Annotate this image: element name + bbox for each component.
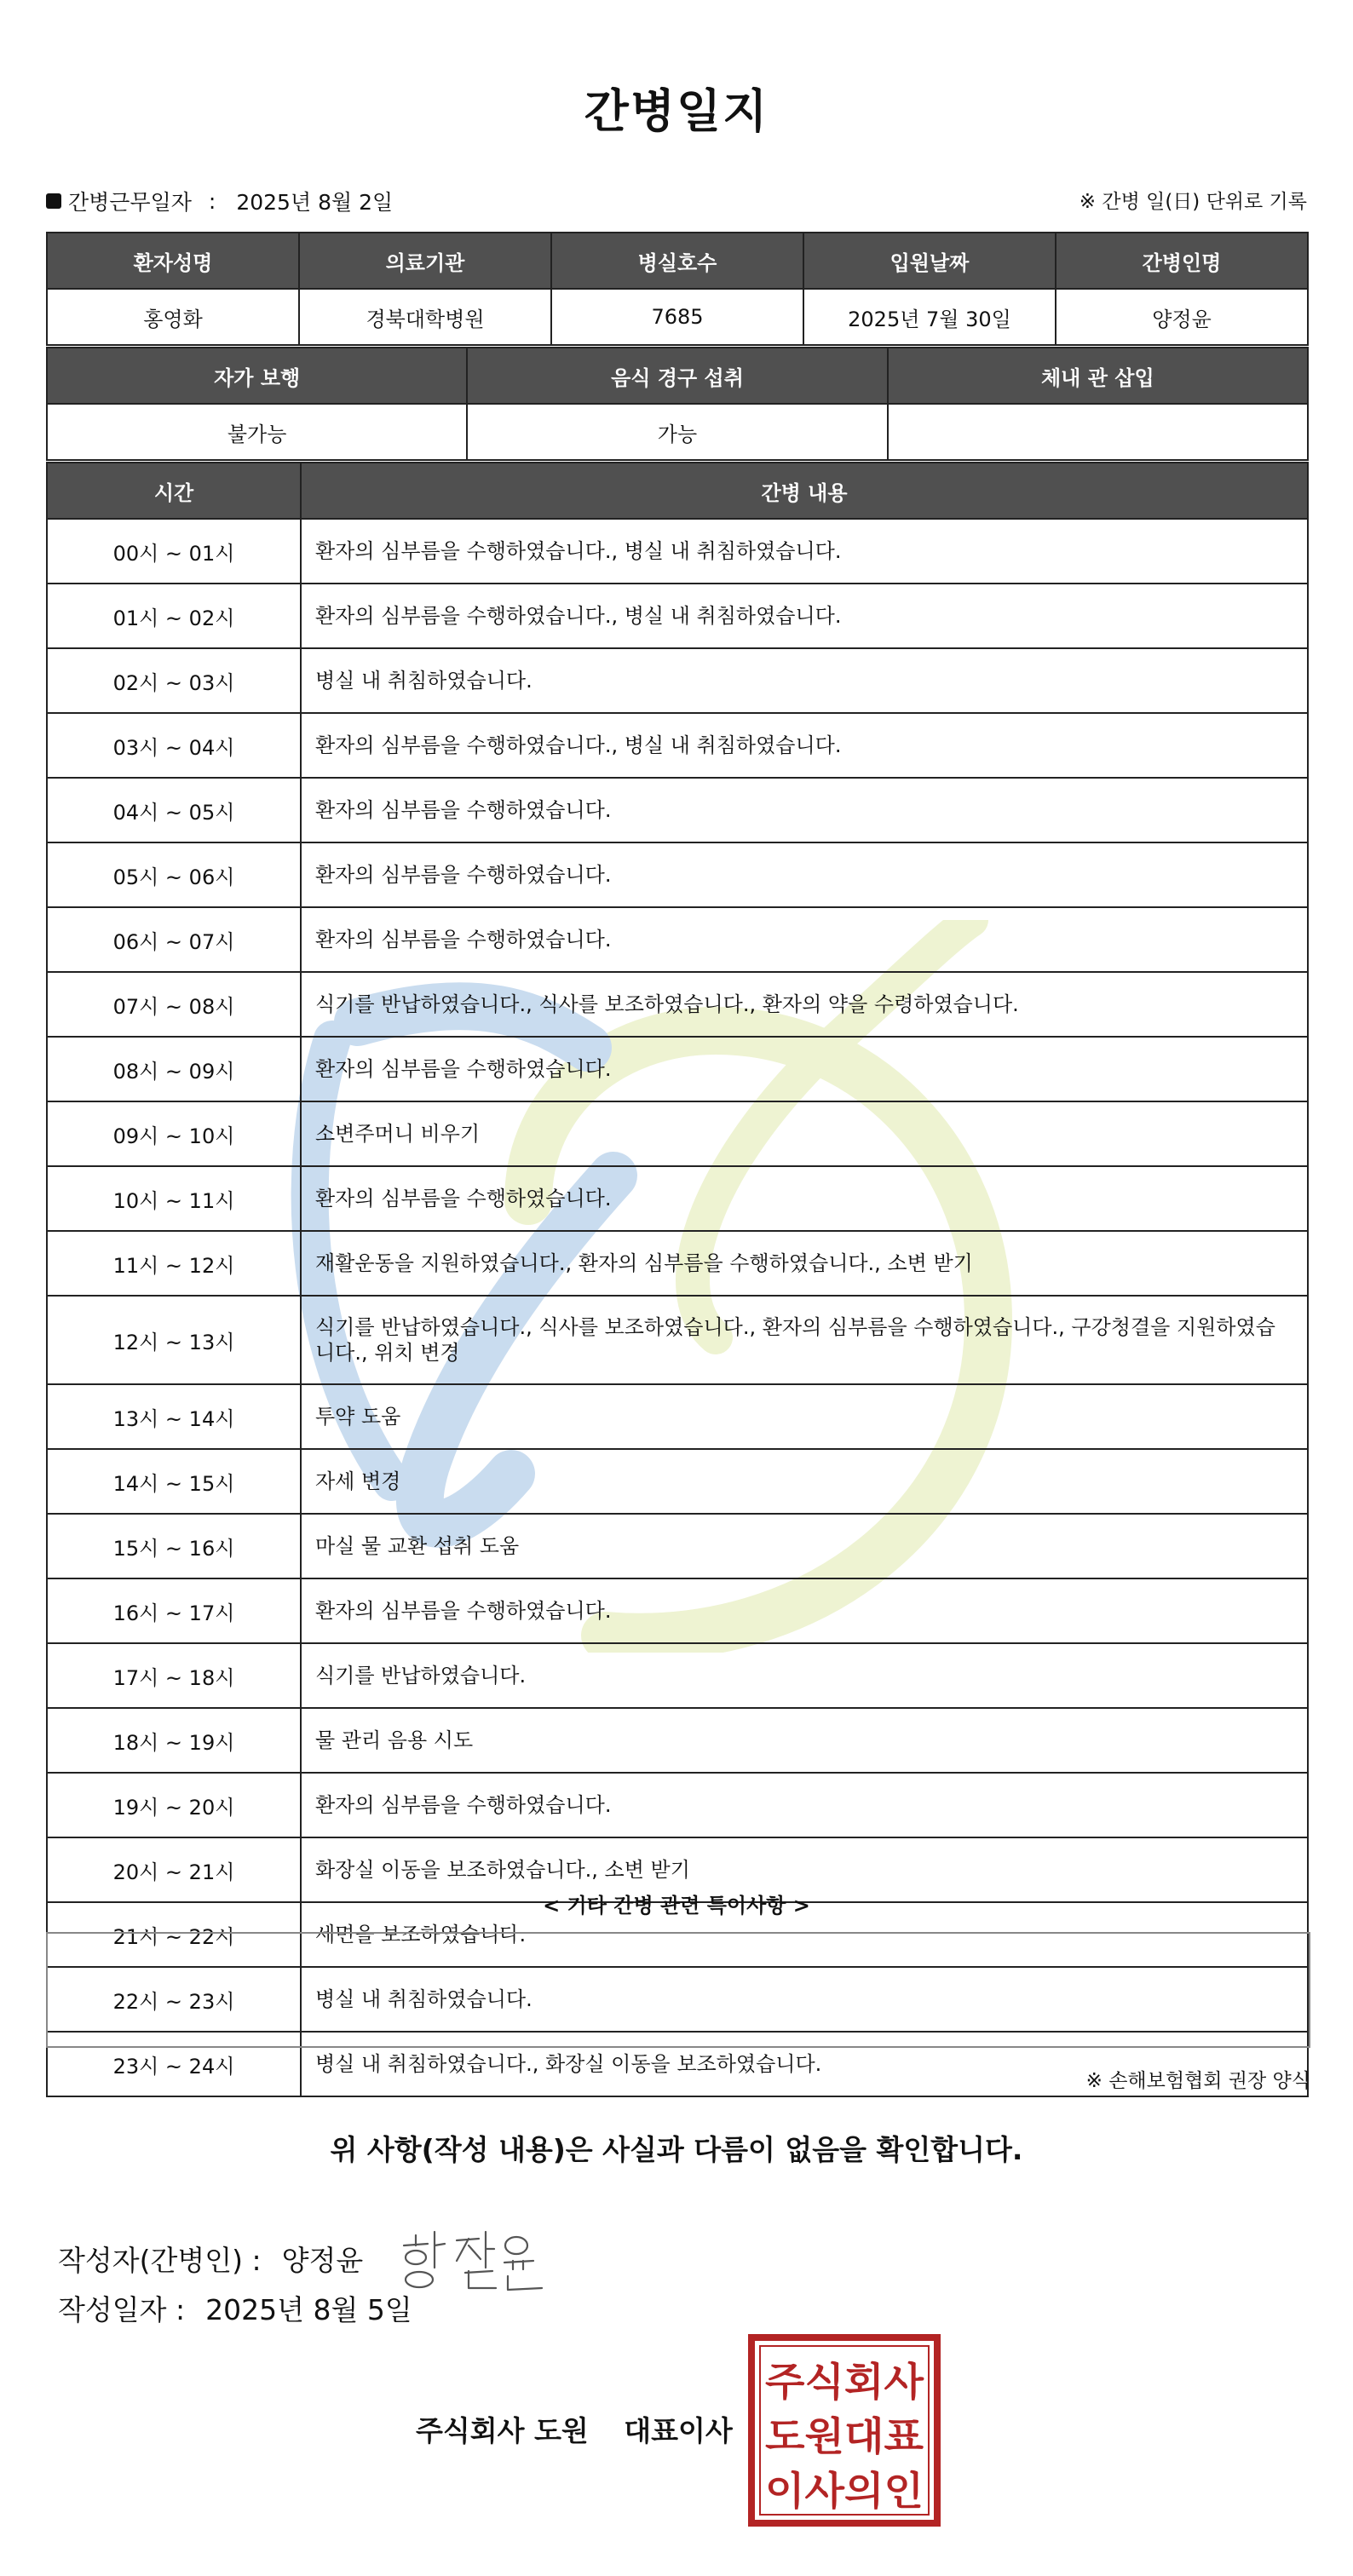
care-log-row [47, 1231, 1308, 1296]
care-log-row [47, 778, 1308, 842]
log-time: 00시 ~ 01시 [47, 519, 301, 584]
log-time: 22시 ~ 23시 [47, 1967, 301, 2032]
log-content: 환자의 심부름을 수행하였습니다. [301, 1578, 1308, 1643]
log-content: 환자의 심부름을 수행하였습니다., 병실 내 취침하였습니다. [301, 584, 1308, 648]
seal-line-3: 이사의인 [765, 2468, 924, 2514]
log-time: 04시 ~ 05시 [47, 778, 301, 842]
patient-info-table [46, 232, 1309, 346]
self-walking-value: 불가능 [47, 404, 467, 460]
log-time: 08시 ~ 09시 [47, 1037, 301, 1101]
care-log-row [47, 1101, 1308, 1166]
log-content: 환자의 심부름을 수행하였습니다. [301, 907, 1308, 972]
written-date-label: 작성일자 : [58, 2293, 186, 2326]
care-log-row [47, 1578, 1308, 1643]
patient-name: 홍영화 [47, 289, 299, 345]
care-log-row [47, 519, 1308, 584]
extra-notes-title: < 기타 간병 관련 특이사항 > [543, 1894, 810, 1918]
log-time: 15시 ~ 16시 [47, 1514, 301, 1578]
care-log-row [47, 1037, 1308, 1101]
author-label: 작성자(간병인) : [58, 2243, 262, 2277]
admission-date: 2025년 7월 30일 [803, 289, 1056, 345]
care-log-row [47, 1449, 1308, 1514]
seal-line-1: 주식회사 [765, 2359, 924, 2405]
header-admission-date: 입원날짜 [803, 233, 1056, 289]
hospital-name: 경북대학병원 [299, 289, 551, 345]
log-content: 환자의 심부름을 수행하였습니다. [301, 842, 1308, 907]
meta-row [46, 186, 1307, 220]
confirmation-statement: 위 사항(작성 내용)은 사실과 다름이 없음을 확인합니다. [330, 2133, 1023, 2166]
author-name: 양정윤 [281, 2243, 364, 2277]
log-content: 마실 물 교환 섭취 도움 [301, 1514, 1308, 1578]
log-content: 물 관리 음용 시도 [301, 1708, 1308, 1773]
company-signature-line [416, 2409, 733, 2449]
log-time: 14시 ~ 15시 [47, 1449, 301, 1514]
log-time: 07시 ~ 08시 [47, 972, 301, 1037]
company-name: 주식회사 도원 [416, 2414, 589, 2447]
log-time: 23시 ~ 24시 [47, 2032, 301, 2096]
author-row [58, 2220, 559, 2297]
log-time: 10시 ~ 11시 [47, 1166, 301, 1231]
header-self-walking: 자가 보행 [47, 348, 467, 404]
log-content: 소변주머니 비우기 [301, 1101, 1308, 1166]
care-log-table [46, 462, 1309, 2097]
caregiver-name: 양정윤 [1056, 289, 1308, 345]
care-log-row [47, 1514, 1308, 1578]
care-log-row [47, 1296, 1308, 1384]
log-content: 환자의 심부름을 수행하였습니다. [301, 1037, 1308, 1101]
work-date-value: 2025년 8월 2일 [236, 190, 394, 215]
header-time: 시간 [47, 463, 301, 519]
daily-record-note: ※ 간병 일(日) 단위로 기록 [1079, 191, 1307, 213]
written-date-row [58, 2288, 412, 2328]
header-hospital: 의료기관 [299, 233, 551, 289]
seal-line-2: 도원대표 [765, 2413, 924, 2459]
header-tube-insertion: 체내 관 삽입 [888, 348, 1308, 404]
log-content: 식기를 반납하였습니다., 식사를 보조하였습니다., 환자의 약을 수령하였습니다. [301, 972, 1308, 1037]
log-time: 13시 ~ 14시 [47, 1384, 301, 1449]
header-care-content: 간병 내용 [301, 463, 1308, 519]
tube-insertion-value [888, 404, 1308, 460]
log-time: 09시 ~ 10시 [47, 1101, 301, 1166]
recommended-form-note: ※ 손해보험협회 권장 양식 [1085, 2070, 1310, 2092]
care-log-row [47, 1708, 1308, 1773]
log-time: 01시 ~ 02시 [47, 584, 301, 648]
square-bullet-icon [46, 193, 61, 209]
care-log-row [47, 842, 1308, 907]
log-time: 16시 ~ 17시 [47, 1578, 301, 1643]
care-log-row [47, 648, 1308, 713]
representative-title: 대표이사 [624, 2414, 733, 2447]
log-content: 환자의 심부름을 수행하였습니다., 병실 내 취침하였습니다. [301, 713, 1308, 778]
log-time: 18시 ~ 19시 [47, 1708, 301, 1773]
work-date-label: 간병근무일자 [68, 190, 192, 215]
room-number: 7685 [551, 289, 803, 345]
log-time: 20시 ~ 21시 [47, 1837, 301, 1902]
log-content: 환자의 심부름을 수행하였습니다. [301, 1166, 1308, 1231]
log-content: 식기를 반납하였습니다., 식사를 보조하였습니다., 환자의 심부름을 수행하였습니다., 구강청결을 지원하였습니다., 위치 변경 [301, 1296, 1308, 1384]
care-log-row [47, 972, 1308, 1037]
log-content: 환자의 심부름을 수행하였습니다., 병실 내 취침하였습니다. [301, 519, 1308, 584]
log-content: 세면을 보조하였습니다. [301, 1902, 1308, 1967]
log-time: 19시 ~ 20시 [47, 1773, 301, 1837]
care-log-row [47, 907, 1308, 972]
oral-intake-value: 가능 [467, 404, 887, 460]
log-time: 06시 ~ 07시 [47, 907, 301, 972]
header-room-number: 병실호수 [551, 233, 803, 289]
log-content: 화장실 이동을 보조하였습니다., 소변 받기 [301, 1837, 1308, 1902]
care-log-body [47, 519, 1308, 2096]
log-content: 병실 내 취침하였습니다. [301, 1967, 1308, 2032]
log-time: 02시 ~ 03시 [47, 648, 301, 713]
page-title: 간병일지 [584, 84, 769, 138]
log-content: 식기를 반납하였습니다. [301, 1643, 1308, 1708]
header-caregiver-name: 간병인명 [1056, 233, 1308, 289]
log-content: 환자의 심부름을 수행하였습니다. [301, 1773, 1308, 1837]
header-patient-name: 환자성명 [47, 233, 299, 289]
work-date-group [46, 186, 393, 216]
log-time: 21시 ~ 22시 [47, 1902, 301, 1967]
written-date-value: 2025년 8월 5일 [205, 2293, 412, 2326]
header-oral-intake: 음식 경구 섭취 [467, 348, 887, 404]
log-content: 병실 내 취침하였습니다. [301, 648, 1308, 713]
extra-notes-box [46, 1932, 1310, 2048]
care-log-row [47, 584, 1308, 648]
care-log-row [47, 1166, 1308, 1231]
log-time: 12시 ~ 13시 [47, 1296, 301, 1384]
care-log-row [47, 1773, 1308, 1837]
work-date-colon: : [208, 188, 216, 214]
log-time: 05시 ~ 06시 [47, 842, 301, 907]
patient-status-table [46, 347, 1309, 461]
log-time: 11시 ~ 12시 [47, 1231, 301, 1296]
log-content: 환자의 심부름을 수행하였습니다. [301, 778, 1308, 842]
care-log-row [47, 1643, 1308, 1708]
log-content: 재활운동을 지원하였습니다., 환자의 심부름을 수행하였습니다., 소변 받기 [301, 1231, 1308, 1296]
log-time: 17시 ~ 18시 [47, 1643, 301, 1708]
log-content: 병실 내 취침하였습니다., 화장실 이동을 보조하였습니다. [301, 2032, 1308, 2096]
log-time: 03시 ~ 04시 [47, 713, 301, 778]
company-seal-stamp [748, 2334, 941, 2527]
handwritten-signature [397, 2220, 559, 2297]
care-log-row [47, 1384, 1308, 1449]
log-content: 투약 도움 [301, 1384, 1308, 1449]
log-content: 자세 변경 [301, 1449, 1308, 1514]
care-log-row [47, 713, 1308, 778]
